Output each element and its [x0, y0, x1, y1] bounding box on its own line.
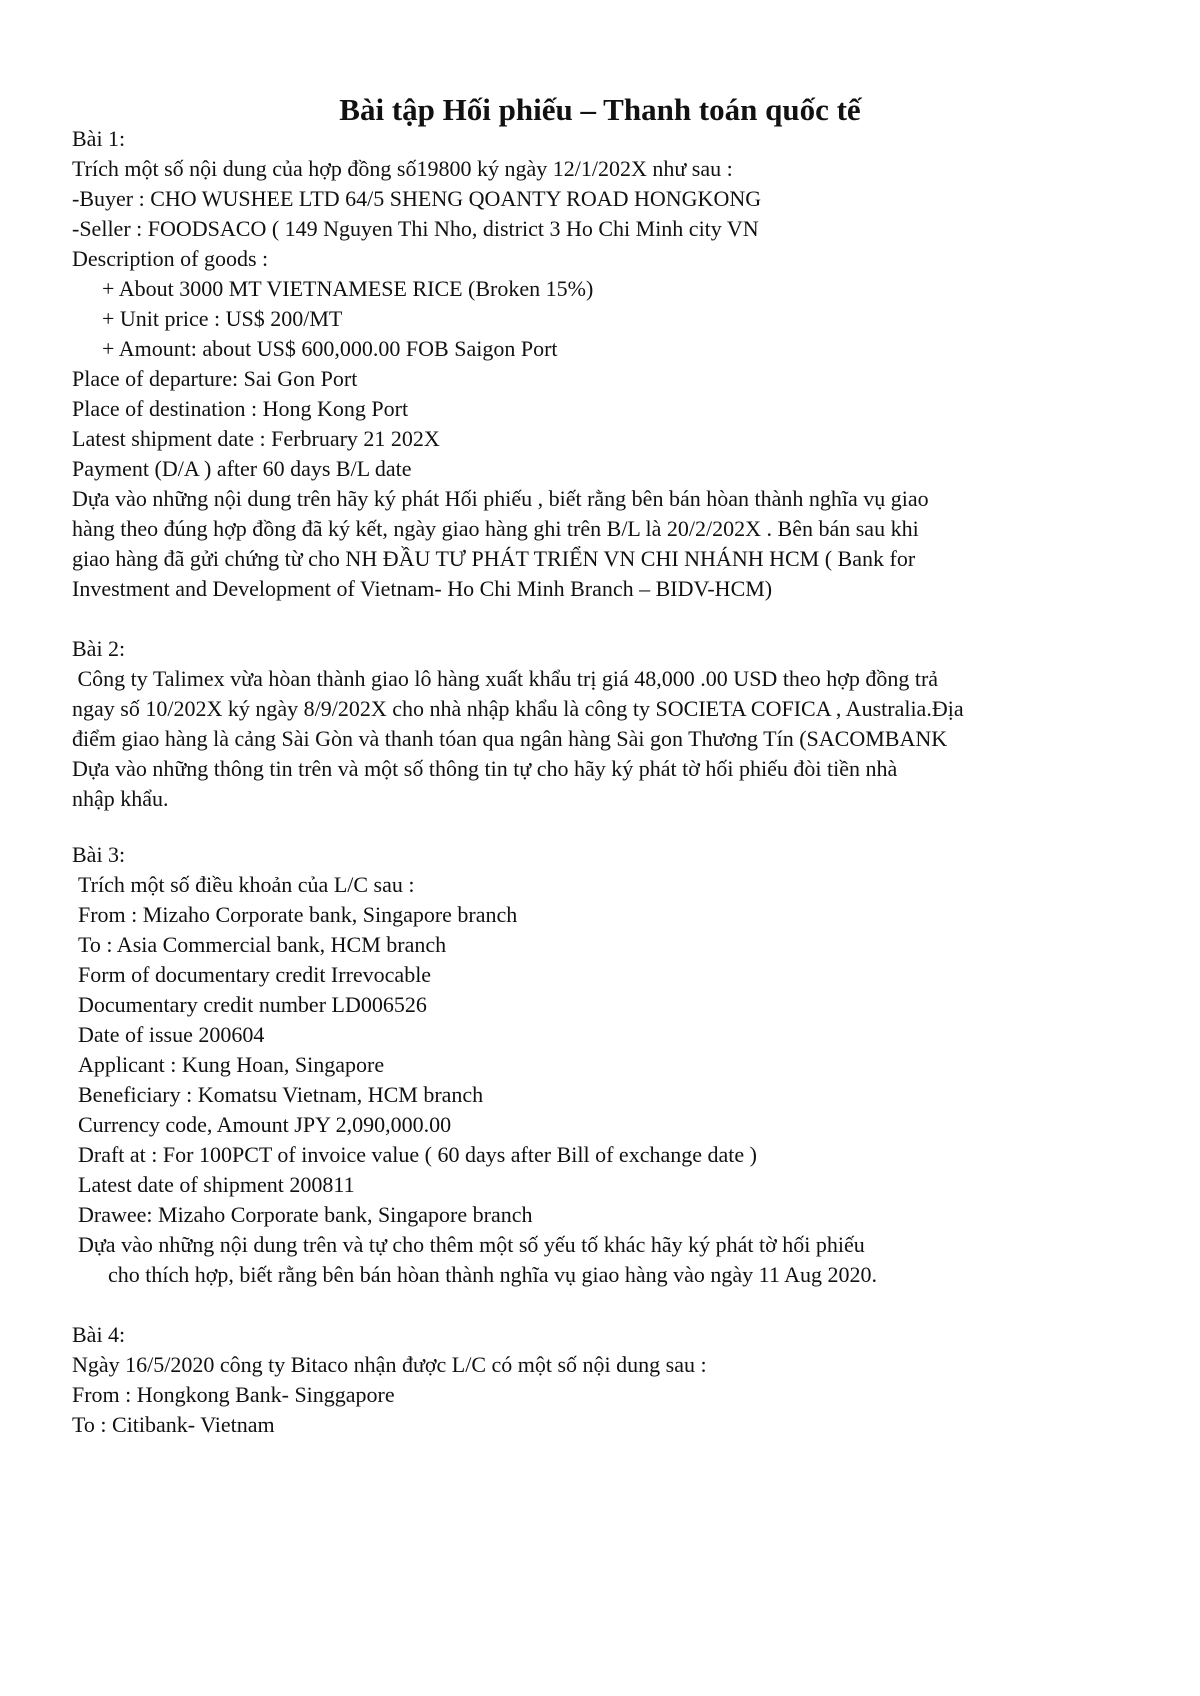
- exercise-3-drawee: Drawee: Mizaho Corporate bank, Singapore branch: [78, 1202, 533, 1227]
- exercise-1-seller: -Seller : FOODSACO ( 149 Nguyen Thi Nho, district 3 Ho Chi Minh city VN: [72, 216, 759, 241]
- exercise-1-task-line: Dựa vào những nội dung trên hãy ký phát Hối phiếu , biết rằng bên bán hòan thành nghĩa vụ giao: [72, 486, 929, 511]
- exercise-1-payment: Payment (D/A ) after 60 days B/L date: [72, 456, 412, 481]
- exercise-1-task-line: Investment and Development of Vietnam- Ho Chi Minh Branch – BIDV-HCM): [72, 576, 773, 601]
- exercise-1-goods-unit-price: + Unit price : US$ 200/MT: [102, 306, 343, 331]
- exercise-4-intro: Ngày 16/5/2020 công ty Bitaco nhận được L/C có một số nội dung sau :: [72, 1352, 707, 1377]
- exercise-3-currency: Currency code, Amount JPY 2,090,000.00: [78, 1112, 452, 1137]
- exercise-2-line: Dựa vào những thông tin trên và một số thông tin tự cho hãy ký phát tờ hối phiếu đòi tiền nhà: [72, 756, 898, 781]
- exercise-1-goods-amount: + Amount: about US$ 600,000.00 FOB Saigon Port: [102, 336, 558, 361]
- exercise-2-line: ngay số 10/202X ký ngày 8/9/202X cho nhà nhập khẩu là công ty SOCIETA COFICA , Australia.Địa: [72, 696, 964, 721]
- document-title: Bài tập Hối phiếu – Thanh toán quốc tế: [339, 92, 861, 127]
- exercise-4-to: To : Citibank- Vietnam: [72, 1412, 275, 1437]
- exercise-2-heading: Bài 2:: [72, 636, 126, 661]
- exercise-3-date-of-issue: Date of issue 200604: [78, 1022, 265, 1047]
- exercise-1-heading: Bài 1:: [72, 126, 126, 151]
- exercise-3-applicant: Applicant : Kung Hoan, Singapore: [78, 1052, 385, 1077]
- exercise-3-task-line: Dựa vào những nội dung trên và tự cho thêm một số yếu tố khác hãy ký phát tờ hối phiếu: [78, 1232, 865, 1257]
- exercise-3-to: To : Asia Commercial bank, HCM branch: [78, 932, 447, 957]
- exercise-3-latest-shipment: Latest date of shipment 200811: [78, 1172, 355, 1197]
- exercise-1-task-line: hàng theo đúng hợp đồng đã ký kết, ngày giao hàng ghi trên B/L là 20/2/202X . Bên bán sau khi: [72, 516, 919, 541]
- exercise-1-intro: Trích một số nội dung của hợp đồng số19800 ký ngày 12/1/202X như sau :: [72, 156, 733, 181]
- exercise-3-from: From : Mizaho Corporate bank, Singapore branch: [78, 902, 518, 927]
- exercise-3-form: Form of documentary credit Irrevocable: [78, 962, 432, 987]
- exercise-1-task-line: giao hàng đã gửi chứng từ cho NH ĐẦU TƯ PHÁT TRIỂN VN CHI NHÁNH HCM ( Bank for: [72, 546, 916, 571]
- exercise-3-draft-at: Draft at : For 100PCT of invoice value ( 60 days after Bill of exchange date ): [78, 1142, 757, 1167]
- exercise-1-latest-shipment: Latest shipment date : Ferbruary 21 202X: [72, 426, 440, 451]
- exercise-1-description-label: Description of goods :: [72, 246, 269, 271]
- exercise-3-intro: Trích một số điều khoản của L/C sau :: [78, 872, 415, 897]
- exercise-3-number: Documentary credit number LD006526: [78, 992, 427, 1017]
- exercise-2-line: điểm giao hàng là cảng Sài Gòn và thanh tóan qua ngân hàng Sài gon Thương Tín (SACOMBANK: [72, 726, 948, 751]
- exercise-1-goods-about: + About 3000 MT VIETNAMESE RICE (Broken 15%): [102, 276, 594, 301]
- exercise-3-beneficiary: Beneficiary : Komatsu Vietnam, HCM branch: [78, 1082, 484, 1107]
- exercise-3-task-line: cho thích hợp, biết rằng bên bán hòan thành nghĩa vụ giao hàng vào ngày 11 Aug 2020.: [108, 1262, 878, 1287]
- exercise-3-heading: Bài 3:: [72, 842, 126, 867]
- exercise-2-line: nhập khẩu.: [72, 786, 169, 811]
- exercise-1-buyer: -Buyer : CHO WUSHEE LTD 64/5 SHENG QOANTY ROAD HONGKONG: [72, 186, 762, 211]
- exercise-1-destination: Place of destination : Hong Kong Port: [72, 396, 409, 421]
- exercise-1-departure: Place of departure: Sai Gon Port: [72, 366, 358, 391]
- exercise-4-heading: Bài 4:: [72, 1322, 126, 1347]
- exercise-2-line: Công ty Talimex vừa hòan thành giao lô hàng xuất khẩu trị giá 48,000 .00 USD theo hợp đồng trả: [72, 666, 939, 691]
- exercise-4-from: From : Hongkong Bank- Singgapore: [72, 1382, 395, 1407]
